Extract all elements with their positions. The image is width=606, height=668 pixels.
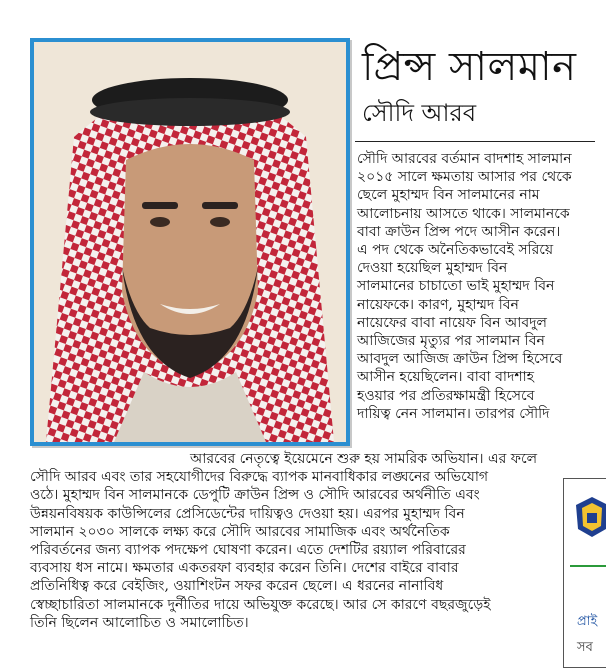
- text-line: সৌদি আরব এবং তার সহযোগীদের বিরুদ্ধে ব্যাপক মানবাধিকার লঙ্ঘনের অভিযোগ: [30, 469, 489, 486]
- text-line: ছেলে মুহাম্মদ বিন সালমানের নাম: [357, 187, 540, 204]
- text-line: পরিবর্তনের জন্য ব্যাপক পদক্ষেপ ঘোষণা করেন। এতে দেশটির রয়্যাল পরিবারের: [30, 542, 466, 559]
- ad-text: প্রাই: [577, 614, 598, 629]
- photo-frame: [30, 38, 350, 446]
- text-line: দায়িত্ব নেন সালমান। তারপর সৌদি: [357, 405, 550, 422]
- text-line: এ পদ থেকে অনৈতিকভাবেই সরিয়ে: [357, 242, 554, 259]
- text-line: ওঠে। মুহাম্মদ বিন সালমানকে ডেপুটি ক্রাউন প্রিন্স ও সৌদি আরবের অর্থনীতি এবং: [30, 487, 480, 504]
- crest-logo-icon: [574, 495, 606, 539]
- article-subtitle: সৌদি আরব: [362, 99, 477, 127]
- text-line: নায়েফের বাবা নায়েফ বিন আবদুল: [357, 314, 547, 331]
- text-line: আরবের নেতৃত্বে ইয়েমেনে শুরু হয় সামরিক অভিযান। এর ফলে: [190, 451, 538, 467]
- text-line: আলোচনায় আসতে থাকে। সালমানকে: [357, 205, 570, 222]
- title-divider: [355, 141, 595, 142]
- text-line: স্বেচ্ছাচারিতা সালমানকে দুর্নীতির দায়ে অভিযুক্ত করেছে। আর সে কারণে বছরজুড়েই: [30, 596, 491, 613]
- text-line: আসীন হয়েছিলেন। বাবা বাদশাহ: [357, 369, 535, 386]
- article-wide-text: [30, 450, 565, 632]
- text-line: সালমানের চাচাতো ভাই মুহাম্মদ বিন: [357, 278, 555, 295]
- text-line: নায়েফকে। কারণ, মুহাম্মদ বিন: [357, 296, 519, 313]
- article-title: প্রিন্স সালমান: [362, 44, 577, 90]
- text-line: সৌদি আরবের বর্তমান বাদশাহ সালমান: [357, 151, 572, 167]
- article-column-text: [357, 150, 595, 423]
- text-line: ২০১৫ সালে ক্ষমতায় আসার পর থেকে: [357, 169, 572, 186]
- text-line: তিনি ছিলেন আলোচিত ও সমালোচিত।: [30, 614, 249, 631]
- text-line: বাবা ক্রাউন প্রিন্স পদে আসীন করেন।: [357, 223, 561, 240]
- text-line: ব্যবসায় ধস নামে। ক্ষমতার একতরফা ব্যবহার করেন তিনি। দেশের বাইরে বাবার: [30, 560, 459, 577]
- text-line: প্রতিনিধিত্ব করে বেইজিং, ওয়াশিংটন সফর করেন ছেলে। এ ধরনের নানাবিধ: [30, 578, 444, 595]
- portrait-photo: [34, 42, 346, 442]
- ad-text-secondary: সব: [577, 640, 593, 655]
- text-line: আজিজের মৃত্যুর পর সালমান বিন: [357, 333, 545, 350]
- portrait-illustration: [34, 42, 346, 442]
- text-line: সালমান ২০৩০ সালকে লক্ষ্য করে সৌদি আরবের সামাজিক এবং অর্থনৈতিক: [30, 523, 450, 540]
- text-line: আবদুল আজিজ ক্রাউন প্রিন্স হিসেবে: [357, 351, 563, 368]
- text-line: দেওয়া হয়েছিল মুহাম্মদ বিন: [357, 260, 508, 277]
- text-line: উন্নয়নবিষয়ক কাউন্সিলের প্রেসিডেন্টের দায়িত্বও দেওয়া হয়। এরপর মুহাম্মদ বিন: [30, 505, 465, 522]
- ad-divider: [570, 565, 606, 567]
- text-line: হওয়ার পর প্রতিরক্ষামন্ত্রী হিসেবে: [357, 387, 535, 404]
